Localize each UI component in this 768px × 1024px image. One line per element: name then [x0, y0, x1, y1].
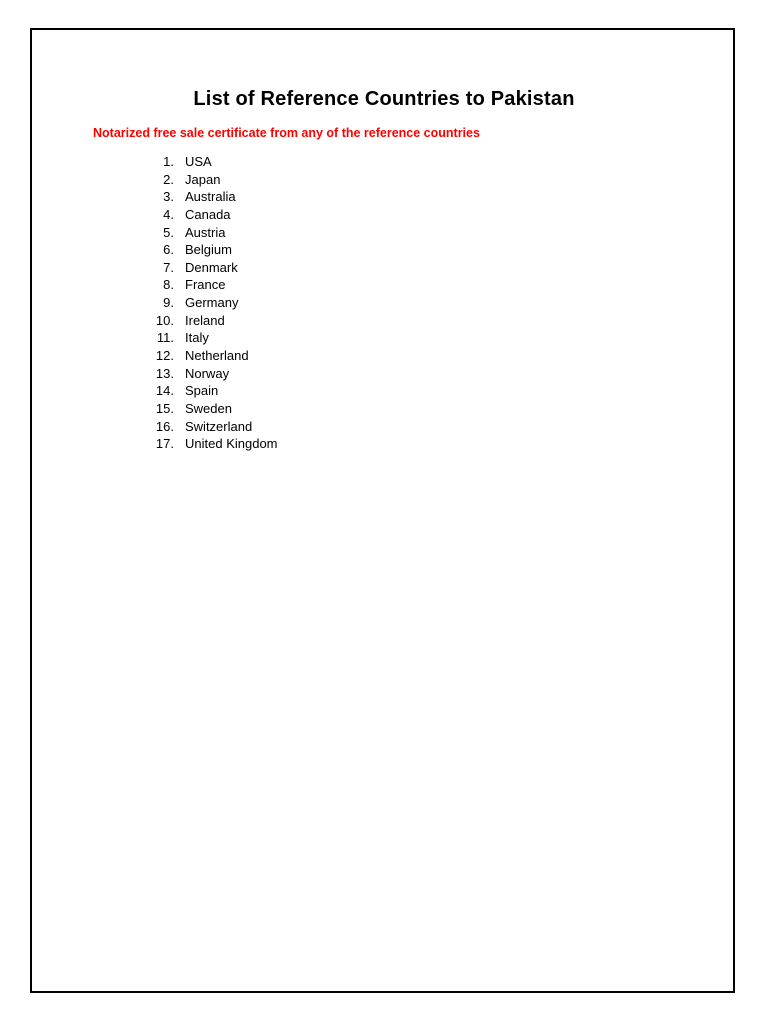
list-item: [150, 259, 278, 277]
list-item: [150, 206, 278, 224]
list-item: [150, 188, 278, 206]
list-item-name: Austria: [185, 224, 226, 240]
list-item-name: Sweden: [185, 400, 232, 416]
list-item-name: Netherland: [185, 348, 249, 364]
list-item-name: Germany: [185, 295, 239, 311]
list-item-number: 6.: [163, 242, 174, 258]
list-item-number: 13.: [155, 365, 174, 381]
list-item-number: 14.: [155, 383, 174, 399]
list-item-name: Ireland: [185, 312, 225, 328]
list-item: [150, 241, 278, 259]
list-item-number: 10.: [155, 312, 174, 328]
list-item-number: 8.: [163, 277, 174, 293]
list-item-number: 3.: [163, 189, 174, 205]
country-list: [150, 153, 278, 453]
list-item: [150, 224, 278, 242]
list-item-number: 5.: [163, 224, 174, 240]
list-item-name: Switzerland: [185, 418, 253, 434]
page-frame: [30, 28, 735, 993]
list-item: [150, 294, 278, 312]
list-item-number: 17.: [155, 436, 174, 452]
list-item: [150, 365, 278, 383]
list-item-name: Australia: [185, 189, 236, 205]
list-item-name: Japan: [185, 171, 221, 187]
list-item-number: 11.: [156, 330, 174, 346]
list-item-name: USA: [185, 154, 212, 169]
list-item-name: Norway: [185, 365, 230, 381]
list-item-name: United Kingdom: [185, 436, 278, 452]
list-item-number: 1.: [163, 154, 174, 169]
list-item: [150, 418, 278, 436]
list-item-name: France: [185, 277, 226, 293]
list-item-number: 15.: [155, 400, 174, 416]
list-item-name: Italy: [185, 330, 209, 346]
list-item: [150, 171, 278, 189]
list-item-name: Spain: [185, 383, 219, 399]
list-item-number: 16.: [155, 418, 174, 434]
list-item-number: 2.: [163, 171, 174, 187]
list-item-number: 4.: [163, 206, 174, 222]
list-item-number: 9.: [163, 295, 174, 311]
list-item-number: 12.: [155, 348, 174, 364]
list-item-number: 7.: [163, 259, 174, 275]
list-item: [150, 347, 278, 365]
list-item: [150, 382, 278, 400]
list-item: [150, 329, 278, 347]
list-item: [150, 276, 278, 294]
list-item: [150, 153, 278, 171]
list-item-name: Belgium: [185, 242, 232, 258]
list-item: [150, 312, 278, 330]
list-item-name: Canada: [185, 206, 231, 222]
list-item: [150, 400, 278, 418]
list-item-name: Denmark: [185, 259, 238, 275]
document-subtitle: Notarized free sale certificate from any of the reference countries: [93, 126, 480, 140]
document-title: List of Reference Countries to Pakistan: [193, 88, 575, 110]
list-item: [150, 435, 278, 453]
